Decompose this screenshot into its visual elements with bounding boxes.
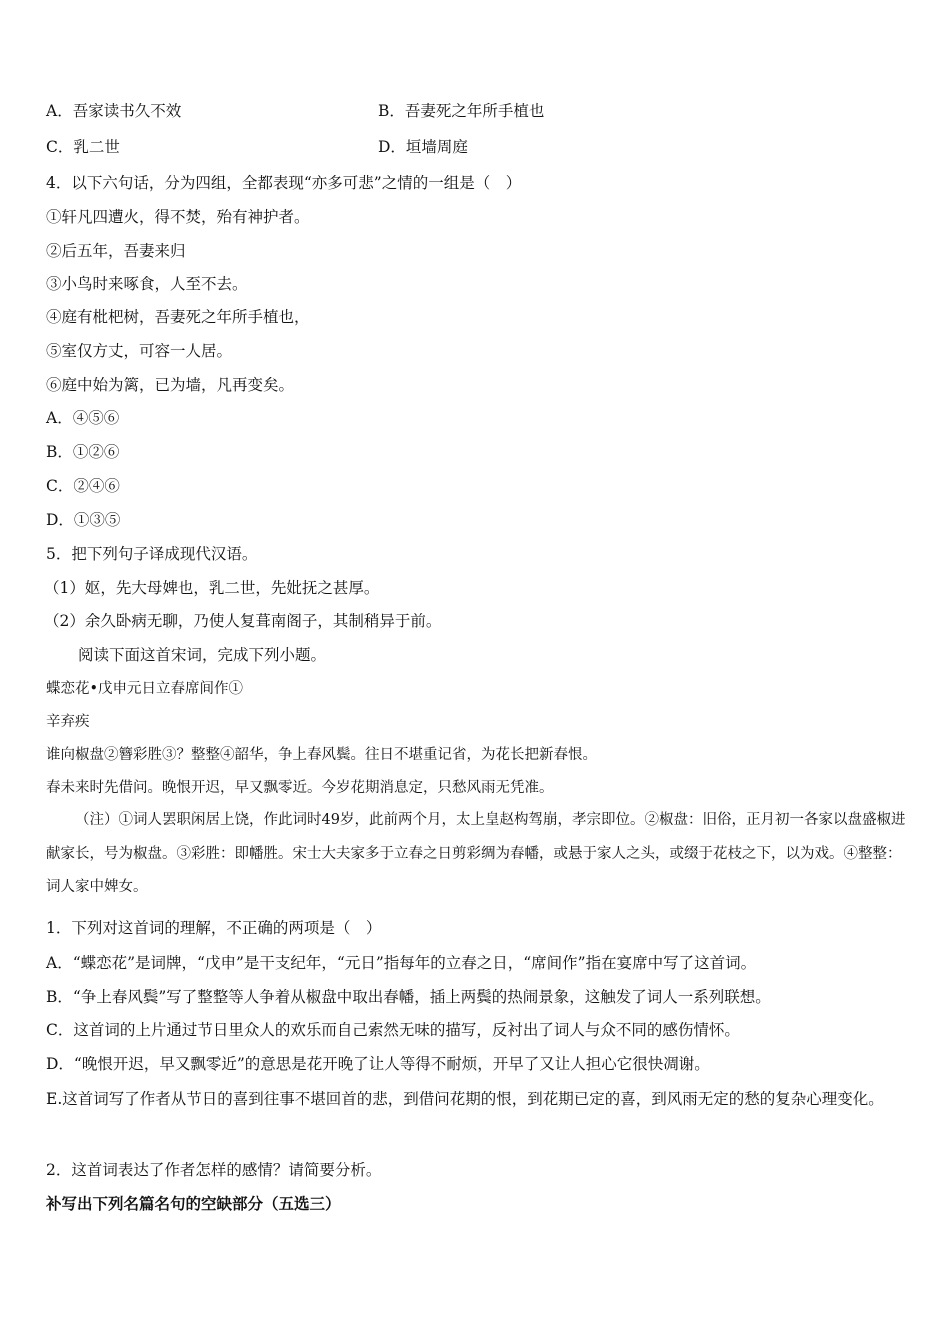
- poem-line: 谁向椒盘②簪彩胜③？整整④韶华，争上春风鬓。往日不堪重记省，为花长把新春恨。: [46, 747, 597, 763]
- q5-item: （2）余久卧病无聊，乃使人复葺南阁子，其制稍异于前。: [44, 612, 442, 630]
- q4-sentence: ④庭有枇杷树，吾妻死之年所手植也，: [46, 308, 310, 326]
- q4-sentence: ⑤室仅方丈，可容一人居。: [46, 342, 233, 360]
- q3-option-b: B．吾妻死之年所手植也: [378, 102, 545, 120]
- poem-title: 蝶恋花•戊申元日立春席间作①: [46, 681, 244, 697]
- q4-stem: 4．以下六句话，分为四组，全都表现“亦多可悲”之情的一组是（ ）: [46, 174, 522, 192]
- q5-item: （1）妪，先大母婢也，乳二世，先妣抚之甚厚。: [44, 579, 380, 597]
- poem-note: （注）①词人罢职闲居上饶，作此词时49岁，此前两个月，太上皇赵构驾崩，孝宗即位。②椒盘：旧俗，正月初一各家以盘盛椒进献家长，号为椒盘。③彩胜：即幡胜。宋士大夫家多于立春之日剪彩绸为春幡，或悬于家人之头，或缀于花枝之下，以为戏。④整整：词人家中婢女。: [46, 812, 906, 895]
- sub1-stem: 1．下列对这首词的理解，不正确的两项是（ ）: [46, 919, 382, 937]
- q3-option-a: A．吾家读书久不效: [46, 102, 182, 120]
- poem-author: 辛弃疾: [46, 714, 90, 730]
- section-heading: 补写出下列名篇名句的空缺部分（五选三）: [46, 1194, 341, 1213]
- sub1-option-e: E.这首词写了作者从节日的喜到往事不堪回首的悲，到借问花期的恨，到花期已定的喜，到风雨无定的愁的复杂心理变化。: [46, 1090, 884, 1108]
- q3-option-d: D．垣墙周庭: [378, 138, 468, 156]
- sub1-option-a: A．“蝶恋花”是词牌，“戊申”是干支纪年，“元日”指每年的立春之日，“席间作”指在宴席中写了这首词。: [46, 954, 757, 972]
- sub1-option-b: B．“争上春风鬓”写了整整等人争着从椒盘中取出春幡，插上两鬓的热闹景象，这触发了词人一系列联想。: [46, 988, 771, 1006]
- poem-intro: 阅读下面这首宋词，完成下列小题。: [78, 646, 327, 664]
- q4-sentence: ③小鸟时来啄食，人至不去。: [46, 275, 248, 293]
- q4-option-c: C．②④⑥: [46, 477, 120, 495]
- q4-option-a: A．④⑤⑥: [46, 409, 120, 427]
- q4-sentence: ①轩凡四遭火，得不焚，殆有神护者。: [46, 208, 310, 226]
- q5-stem: 5．把下列句子译成现代汉语。: [46, 545, 258, 563]
- sub2-stem: 2．这首词表达了作者怎样的感情？请简要分析。: [46, 1161, 382, 1179]
- q3-option-c: C．乳二世: [46, 138, 120, 156]
- sub1-option-c: C．这首词的上片通过节日里众人的欢乐而自己索然无味的描写，反衬出了词人与众不同的感伤情怀。: [46, 1021, 740, 1039]
- q4-option-d: D．①③⑤: [46, 511, 121, 529]
- q4-sentence: ②后五年，吾妻来归: [46, 242, 186, 260]
- q4-option-b: B．①②⑥: [46, 443, 120, 461]
- q4-sentence: ⑥庭中始为篱，已为墙，凡再变矣。: [46, 376, 295, 394]
- sub1-option-d: D．“晚恨开迟，早又飘零近”的意思是花开晚了让人等得不耐烦，开早了又让人担心它很快凋谢。: [46, 1055, 710, 1073]
- poem-line: 春未来时先借问。晚恨开迟，早又飘零近。今岁花期消息定，只愁风雨无凭准。: [46, 780, 554, 796]
